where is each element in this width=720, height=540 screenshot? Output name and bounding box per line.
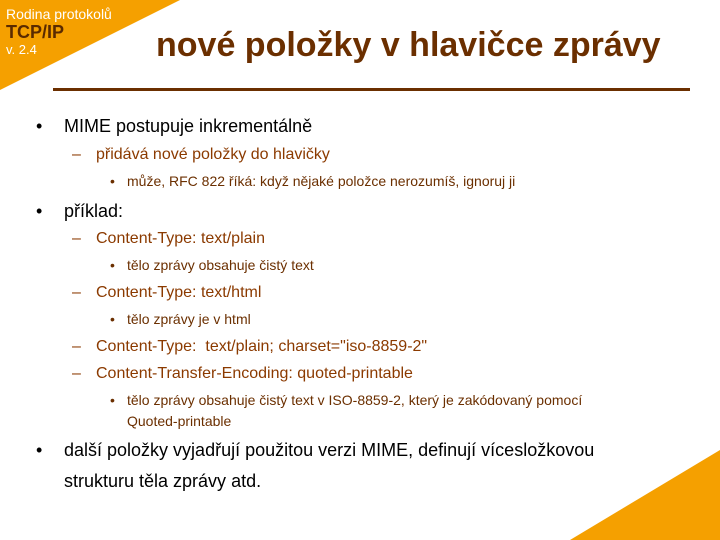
sub-bullet-marker: – bbox=[72, 338, 81, 355]
detail-bullet-marker: • bbox=[110, 392, 115, 408]
detail-bullet-text: Quoted-printable bbox=[127, 413, 232, 429]
detail-bullet-item bbox=[110, 392, 583, 408]
sub-bullet-item bbox=[72, 365, 413, 383]
bullet-text: další položky vyjadřují použitou verzi MIME, definují vícesložkovou bbox=[64, 440, 595, 460]
detail-bullet-text: tělo zprávy je v html bbox=[127, 311, 251, 327]
sub-bullet-text: Content-Transfer-Encoding: quoted-printable bbox=[96, 365, 413, 382]
bullet-continuation bbox=[64, 471, 261, 492]
sub-bullet-text: Content-Type: text/plain bbox=[96, 230, 265, 247]
sub-bullet-item bbox=[72, 338, 428, 356]
bullet-item bbox=[36, 440, 595, 461]
sub-bullet-text: Content-Type: text/html bbox=[96, 284, 262, 301]
sub-bullet-text: přidává nové položky do hlavičky bbox=[96, 146, 330, 163]
bullet-text: MIME postupuje inkrementálně bbox=[64, 116, 313, 136]
detail-bullet-marker: • bbox=[110, 173, 115, 189]
bullet-marker: • bbox=[36, 116, 43, 136]
sub-bullet-marker: – bbox=[72, 146, 81, 163]
bullet-text: příklad: bbox=[64, 201, 124, 221]
sub-bullet-marker: – bbox=[72, 365, 81, 382]
detail-bullet-text: může, RFC 822 říká: když nějaké položce nerozumíš, ignoruj ji bbox=[127, 173, 516, 189]
sub-bullet-item bbox=[72, 284, 262, 302]
sub-bullet-item bbox=[72, 146, 330, 164]
bullet-item bbox=[36, 201, 124, 222]
series-label: Rodina protokolů bbox=[6, 6, 112, 22]
detail-bullet-item bbox=[110, 257, 314, 273]
detail-bullet-marker: • bbox=[110, 257, 115, 273]
detail-bullet-marker: • bbox=[110, 311, 115, 327]
detail-bullet-item bbox=[110, 311, 251, 327]
sub-bullet-text: Content-Type: text/plain; charset="iso-8859-2" bbox=[96, 338, 428, 355]
bullet-marker: • bbox=[36, 201, 43, 221]
sub-bullet-item bbox=[72, 230, 265, 248]
slide-title: nové položky v hlavičce zprávy bbox=[156, 26, 661, 64]
detail-bullet-text: tělo zprávy obsahuje čistý text bbox=[127, 257, 314, 273]
sub-bullet-marker: – bbox=[72, 230, 81, 247]
detail-bullet-continuation bbox=[127, 413, 231, 429]
bullet-item bbox=[36, 116, 313, 137]
version-label: v. 2.4 bbox=[6, 42, 37, 57]
bullet-marker: • bbox=[36, 440, 43, 460]
detail-bullet-item bbox=[110, 173, 516, 189]
course-label: TCP/IP bbox=[6, 22, 65, 42]
detail-bullet-text: tělo zprávy obsahuje čistý text v ISO-8859-2, který je zakódovaný pomocí bbox=[127, 392, 583, 408]
bullet-text: strukturu těla zprávy atd. bbox=[64, 471, 262, 491]
sub-bullet-marker: – bbox=[72, 284, 81, 301]
